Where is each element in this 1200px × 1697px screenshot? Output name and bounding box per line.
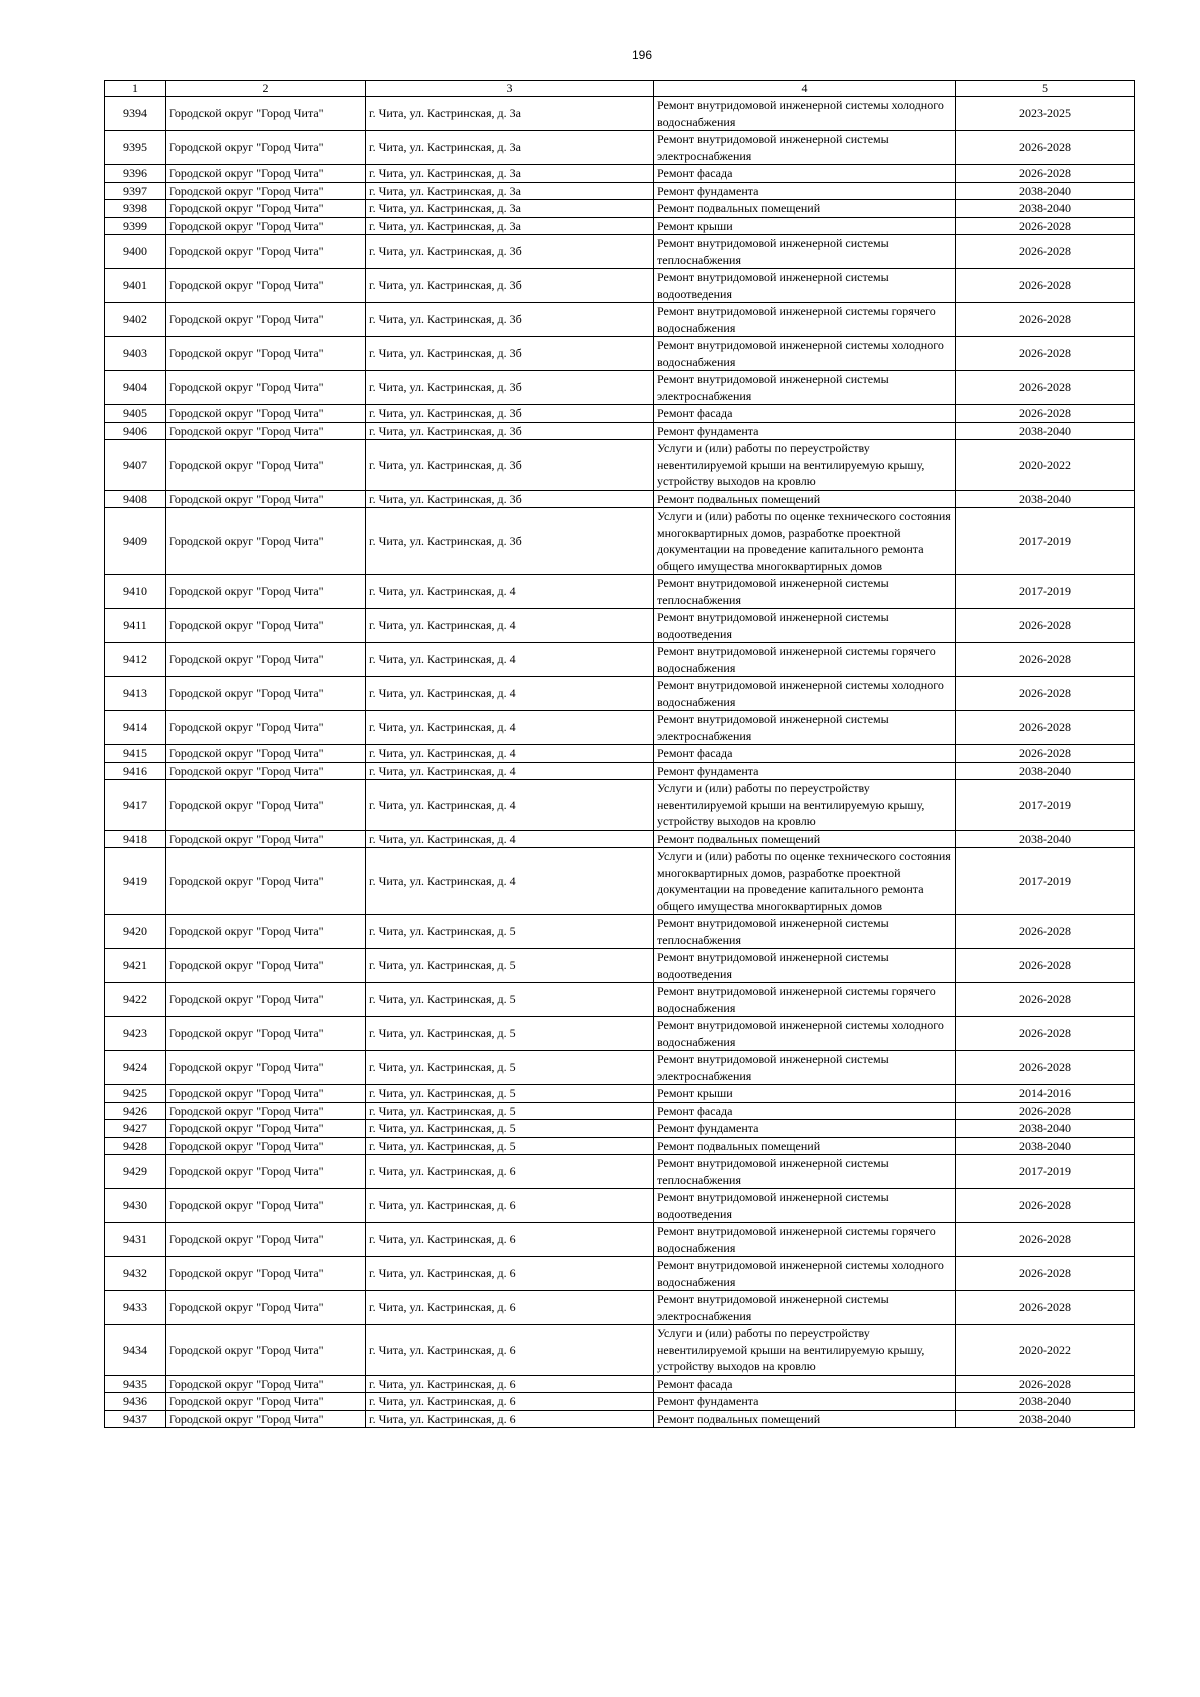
municipality-cell: Городской округ "Город Чита" <box>166 1155 366 1189</box>
row-number-cell: 9422 <box>105 983 166 1017</box>
address-cell: г. Чита, ул. Кастринская, д. 3а <box>366 182 654 200</box>
table-row <box>105 1137 1135 1155</box>
municipality-cell: Городской округ "Город Чита" <box>166 1393 366 1411</box>
municipality-cell: Городской округ "Город Чита" <box>166 165 366 183</box>
municipality-cell: Городской округ "Город Чита" <box>166 1051 366 1085</box>
row-number-cell: 9402 <box>105 303 166 337</box>
period-cell: 2023-2025 <box>956 97 1135 131</box>
row-number-cell: 9398 <box>105 200 166 218</box>
municipality-cell: Городской округ "Город Чита" <box>166 97 366 131</box>
municipality-cell: Городской округ "Город Чита" <box>166 780 366 831</box>
work-type-cell: Ремонт фундамента <box>654 422 956 440</box>
work-type-cell: Ремонт крыши <box>654 217 956 235</box>
municipality-cell: Городской округ "Город Чита" <box>166 830 366 848</box>
work-type-cell: Ремонт фасада <box>654 745 956 763</box>
address-cell: г. Чита, ул. Кастринская, д. 5 <box>366 1137 654 1155</box>
table-row <box>105 269 1135 303</box>
address-cell: г. Чита, ул. Кастринская, д. 6 <box>366 1155 654 1189</box>
address-cell: г. Чита, ул. Кастринская, д. 4 <box>366 830 654 848</box>
municipality-cell: Городской округ "Город Чита" <box>166 949 366 983</box>
table-row <box>105 440 1135 491</box>
table-row <box>105 371 1135 405</box>
municipality-cell: Городской округ "Город Чита" <box>166 1137 366 1155</box>
work-type-cell: Ремонт фасада <box>654 405 956 423</box>
municipality-cell: Городской округ "Город Чита" <box>166 422 366 440</box>
municipality-cell: Городской округ "Город Чита" <box>166 745 366 763</box>
table-row <box>105 1375 1135 1393</box>
work-type-cell: Ремонт внутридомовой инженерной системы горячего водоснабжения <box>654 643 956 677</box>
work-type-cell: Ремонт внутридомовой инженерной системы водоотведения <box>654 949 956 983</box>
row-number-cell: 9410 <box>105 575 166 609</box>
work-type-cell: Ремонт внутридомовой инженерной системы холодного водоснабжения <box>654 1017 956 1051</box>
municipality-cell: Городской округ "Город Чита" <box>166 1375 366 1393</box>
address-cell: г. Чита, ул. Кастринская, д. 5 <box>366 983 654 1017</box>
address-cell: г. Чита, ул. Кастринская, д. 6 <box>366 1410 654 1428</box>
municipality-cell: Городской округ "Город Чита" <box>166 131 366 165</box>
row-number-cell: 9397 <box>105 182 166 200</box>
address-cell: г. Чита, ул. Кастринская, д. 3б <box>366 405 654 423</box>
address-cell: г. Чита, ул. Кастринская, д. 4 <box>366 848 654 915</box>
table-row <box>105 165 1135 183</box>
period-cell: 2026-2028 <box>956 165 1135 183</box>
period-cell: 2038-2040 <box>956 830 1135 848</box>
period-cell: 2038-2040 <box>956 1120 1135 1138</box>
address-cell: г. Чита, ул. Кастринская, д. 3б <box>366 337 654 371</box>
table-row <box>105 1102 1135 1120</box>
table-row <box>105 182 1135 200</box>
municipality-cell: Городской округ "Город Чита" <box>166 1189 366 1223</box>
table-row <box>105 200 1135 218</box>
municipality-cell: Городской округ "Город Чита" <box>166 303 366 337</box>
address-cell: г. Чита, ул. Кастринская, д. 3б <box>366 508 654 575</box>
table-row <box>105 1120 1135 1138</box>
address-cell: г. Чита, ул. Кастринская, д. 6 <box>366 1223 654 1257</box>
municipality-cell: Городской округ "Город Чита" <box>166 609 366 643</box>
work-type-cell: Ремонт фундамента <box>654 182 956 200</box>
table-row <box>105 1410 1135 1428</box>
address-cell: г. Чита, ул. Кастринская, д. 4 <box>366 677 654 711</box>
column-header-2: 2 <box>166 81 366 97</box>
work-type-cell: Ремонт подвальных помещений <box>654 1137 956 1155</box>
table-row <box>105 1189 1135 1223</box>
work-type-cell: Услуги и (или) работы по оценке технического состояния многоквартирных домов, разработке проектной документации на проведение капитального ремонта общего имущества многоквартирных домов <box>654 508 956 575</box>
work-type-cell: Услуги и (или) работы по переустройству невентилируемой крыши на вентилируемую крышу, устройству выходов на кровлю <box>654 1325 956 1376</box>
row-number-cell: 9434 <box>105 1325 166 1376</box>
municipality-cell: Городской округ "Город Чита" <box>166 643 366 677</box>
municipality-cell: Городской округ "Город Чита" <box>166 762 366 780</box>
table-row <box>105 303 1135 337</box>
address-cell: г. Чита, ул. Кастринская, д. 4 <box>366 780 654 831</box>
table-row <box>105 337 1135 371</box>
period-cell: 2026-2028 <box>956 1257 1135 1291</box>
work-type-cell: Ремонт подвальных помещений <box>654 200 956 218</box>
table-row <box>105 405 1135 423</box>
period-cell: 2026-2028 <box>956 405 1135 423</box>
period-cell: 2026-2028 <box>956 643 1135 677</box>
municipality-cell: Городской округ "Город Чита" <box>166 1291 366 1325</box>
work-type-cell: Ремонт фундамента <box>654 1393 956 1411</box>
work-type-cell: Ремонт фундамента <box>654 1120 956 1138</box>
address-cell: г. Чита, ул. Кастринская, д. 5 <box>366 915 654 949</box>
table-row <box>105 643 1135 677</box>
period-cell: 2026-2028 <box>956 745 1135 763</box>
period-cell: 2026-2028 <box>956 1017 1135 1051</box>
table-row <box>105 422 1135 440</box>
period-cell: 2026-2028 <box>956 1051 1135 1085</box>
row-number-cell: 9420 <box>105 915 166 949</box>
row-number-cell: 9399 <box>105 217 166 235</box>
municipality-cell: Городской округ "Город Чита" <box>166 200 366 218</box>
row-number-cell: 9418 <box>105 830 166 848</box>
period-cell: 2014-2016 <box>956 1085 1135 1103</box>
row-number-cell: 9436 <box>105 1393 166 1411</box>
row-number-cell: 9404 <box>105 371 166 405</box>
period-cell: 2026-2028 <box>956 1375 1135 1393</box>
municipality-cell: Городской округ "Город Чита" <box>166 677 366 711</box>
municipality-cell: Городской округ "Город Чита" <box>166 1410 366 1428</box>
row-number-cell: 9417 <box>105 780 166 831</box>
table-row <box>105 1325 1135 1376</box>
period-cell: 2020-2022 <box>956 440 1135 491</box>
work-type-cell: Услуги и (или) работы по переустройству невентилируемой крыши на вентилируемую крышу, устройству выходов на кровлю <box>654 780 956 831</box>
row-number-cell: 9405 <box>105 405 166 423</box>
address-cell: г. Чита, ул. Кастринская, д. 5 <box>366 1102 654 1120</box>
municipality-cell: Городской округ "Город Чита" <box>166 235 366 269</box>
address-cell: г. Чита, ул. Кастринская, д. 4 <box>366 575 654 609</box>
municipality-cell: Городской округ "Город Чита" <box>166 1120 366 1138</box>
row-number-cell: 9421 <box>105 949 166 983</box>
work-type-cell: Ремонт внутридомовой инженерной системы теплоснабжения <box>654 575 956 609</box>
table-row <box>105 745 1135 763</box>
period-cell: 2038-2040 <box>956 182 1135 200</box>
row-number-cell: 9432 <box>105 1257 166 1291</box>
work-type-cell: Ремонт подвальных помещений <box>654 1410 956 1428</box>
row-number-cell: 9394 <box>105 97 166 131</box>
address-cell: г. Чита, ул. Кастринская, д. 4 <box>366 609 654 643</box>
work-type-cell: Ремонт внутридомовой инженерной системы электроснабжения <box>654 131 956 165</box>
work-type-cell: Ремонт внутридомовой инженерной системы электроснабжения <box>654 1051 956 1085</box>
table-row <box>105 1155 1135 1189</box>
municipality-cell: Городской округ "Город Чита" <box>166 490 366 508</box>
row-number-cell: 9409 <box>105 508 166 575</box>
period-cell: 2026-2028 <box>956 337 1135 371</box>
table-row <box>105 508 1135 575</box>
address-cell: г. Чита, ул. Кастринская, д. 6 <box>366 1189 654 1223</box>
period-cell: 2026-2028 <box>956 915 1135 949</box>
row-number-cell: 9433 <box>105 1291 166 1325</box>
period-cell: 2026-2028 <box>956 131 1135 165</box>
period-cell: 2017-2019 <box>956 508 1135 575</box>
table-header-row <box>105 81 1135 97</box>
address-cell: г. Чита, ул. Кастринская, д. 6 <box>366 1291 654 1325</box>
period-cell: 2038-2040 <box>956 1393 1135 1411</box>
address-cell: г. Чита, ул. Кастринская, д. 3а <box>366 97 654 131</box>
row-number-cell: 9395 <box>105 131 166 165</box>
table-row <box>105 848 1135 915</box>
register-table-body <box>105 81 1135 1428</box>
work-type-cell: Ремонт внутридомовой инженерной системы теплоснабжения <box>654 235 956 269</box>
row-number-cell: 9428 <box>105 1137 166 1155</box>
period-cell: 2017-2019 <box>956 848 1135 915</box>
table-row <box>105 677 1135 711</box>
table-row <box>105 609 1135 643</box>
table-row <box>105 1017 1135 1051</box>
row-number-cell: 9427 <box>105 1120 166 1138</box>
address-cell: г. Чита, ул. Кастринская, д. 3а <box>366 165 654 183</box>
work-type-cell: Ремонт внутридомовой инженерной системы водоотведения <box>654 269 956 303</box>
address-cell: г. Чита, ул. Кастринская, д. 3а <box>366 131 654 165</box>
municipality-cell: Городской округ "Город Чита" <box>166 217 366 235</box>
table-row <box>105 983 1135 1017</box>
address-cell: г. Чита, ул. Кастринская, д. 6 <box>366 1257 654 1291</box>
work-type-cell: Ремонт внутридомовой инженерной системы теплоснабжения <box>654 915 956 949</box>
work-type-cell: Ремонт внутридомовой инженерной системы водоотведения <box>654 609 956 643</box>
address-cell: г. Чита, ул. Кастринская, д. 3а <box>366 200 654 218</box>
address-cell: г. Чита, ул. Кастринская, д. 4 <box>366 643 654 677</box>
municipality-cell: Городской округ "Город Чита" <box>166 983 366 1017</box>
municipality-cell: Городской округ "Город Чита" <box>166 1257 366 1291</box>
row-number-cell: 9423 <box>105 1017 166 1051</box>
period-cell: 2038-2040 <box>956 762 1135 780</box>
address-cell: г. Чита, ул. Кастринская, д. 4 <box>366 711 654 745</box>
municipality-cell: Городской округ "Город Чита" <box>166 440 366 491</box>
period-cell: 2026-2028 <box>956 235 1135 269</box>
row-number-cell: 9426 <box>105 1102 166 1120</box>
work-type-cell: Ремонт внутридомовой инженерной системы электроснабжения <box>654 371 956 405</box>
register-table <box>104 80 1135 1428</box>
period-cell: 2026-2028 <box>956 1102 1135 1120</box>
work-type-cell: Ремонт фасада <box>654 1375 956 1393</box>
row-number-cell: 9406 <box>105 422 166 440</box>
address-cell: г. Чита, ул. Кастринская, д. 5 <box>366 1085 654 1103</box>
period-cell: 2026-2028 <box>956 677 1135 711</box>
period-cell: 2026-2028 <box>956 269 1135 303</box>
row-number-cell: 9437 <box>105 1410 166 1428</box>
table-row <box>105 235 1135 269</box>
period-cell: 2026-2028 <box>956 711 1135 745</box>
row-number-cell: 9400 <box>105 235 166 269</box>
row-number-cell: 9435 <box>105 1375 166 1393</box>
municipality-cell: Городской округ "Город Чита" <box>166 269 366 303</box>
row-number-cell: 9416 <box>105 762 166 780</box>
period-cell: 2026-2028 <box>956 609 1135 643</box>
municipality-cell: Городской округ "Город Чита" <box>166 1017 366 1051</box>
municipality-cell: Городской округ "Город Чита" <box>166 711 366 745</box>
row-number-cell: 9396 <box>105 165 166 183</box>
period-cell: 2026-2028 <box>956 217 1135 235</box>
work-type-cell: Ремонт внутридомовой инженерной системы холодного водоснабжения <box>654 97 956 131</box>
municipality-cell: Городской округ "Город Чита" <box>166 405 366 423</box>
period-cell: 2038-2040 <box>956 422 1135 440</box>
table-row <box>105 780 1135 831</box>
table-row <box>105 1257 1135 1291</box>
work-type-cell: Ремонт внутридомовой инженерной системы холодного водоснабжения <box>654 337 956 371</box>
work-type-cell: Ремонт внутридомовой инженерной системы электроснабжения <box>654 1291 956 1325</box>
address-cell: г. Чита, ул. Кастринская, д. 4 <box>366 762 654 780</box>
address-cell: г. Чита, ул. Кастринская, д. 3б <box>366 303 654 337</box>
table-row <box>105 217 1135 235</box>
period-cell: 2017-2019 <box>956 1155 1135 1189</box>
work-type-cell: Ремонт внутридомовой инженерной системы холодного водоснабжения <box>654 1257 956 1291</box>
work-type-cell: Ремонт внутридомовой инженерной системы горячего водоснабжения <box>654 303 956 337</box>
municipality-cell: Городской округ "Город Чита" <box>166 1102 366 1120</box>
municipality-cell: Городской округ "Город Чита" <box>166 1223 366 1257</box>
table-row <box>105 949 1135 983</box>
work-type-cell: Ремонт подвальных помещений <box>654 830 956 848</box>
municipality-cell: Городской округ "Город Чита" <box>166 848 366 915</box>
work-type-cell: Ремонт внутридомовой инженерной системы горячего водоснабжения <box>654 1223 956 1257</box>
municipality-cell: Городской округ "Город Чита" <box>166 575 366 609</box>
table-row <box>105 711 1135 745</box>
address-cell: г. Чита, ул. Кастринская, д. 3а <box>366 217 654 235</box>
table-row <box>105 1393 1135 1411</box>
municipality-cell: Городской округ "Город Чита" <box>166 337 366 371</box>
work-type-cell: Ремонт внутридомовой инженерной системы водоотведения <box>654 1189 956 1223</box>
period-cell: 2026-2028 <box>956 1223 1135 1257</box>
row-number-cell: 9403 <box>105 337 166 371</box>
municipality-cell: Городской округ "Город Чита" <box>166 915 366 949</box>
table-row <box>105 1223 1135 1257</box>
work-type-cell: Ремонт фасада <box>654 1102 956 1120</box>
period-cell: 2020-2022 <box>956 1325 1135 1376</box>
row-number-cell: 9424 <box>105 1051 166 1085</box>
work-type-cell: Ремонт внутридомовой инженерной системы горячего водоснабжения <box>654 983 956 1017</box>
table-row <box>105 762 1135 780</box>
row-number-cell: 9429 <box>105 1155 166 1189</box>
row-number-cell: 9411 <box>105 609 166 643</box>
period-cell: 2026-2028 <box>956 949 1135 983</box>
work-type-cell: Ремонт фундамента <box>654 762 956 780</box>
row-number-cell: 9419 <box>105 848 166 915</box>
row-number-cell: 9413 <box>105 677 166 711</box>
address-cell: г. Чита, ул. Кастринская, д. 5 <box>366 1120 654 1138</box>
address-cell: г. Чита, ул. Кастринская, д. 3б <box>366 269 654 303</box>
row-number-cell: 9414 <box>105 711 166 745</box>
row-number-cell: 9412 <box>105 643 166 677</box>
column-header-1: 1 <box>105 81 166 97</box>
table-row <box>105 1085 1135 1103</box>
period-cell: 2026-2028 <box>956 983 1135 1017</box>
table-row <box>105 490 1135 508</box>
period-cell: 2026-2028 <box>956 371 1135 405</box>
period-cell: 2038-2040 <box>956 200 1135 218</box>
period-cell: 2026-2028 <box>956 303 1135 337</box>
work-type-cell: Ремонт внутридомовой инженерной системы теплоснабжения <box>654 1155 956 1189</box>
period-cell: 2038-2040 <box>956 1137 1135 1155</box>
period-cell: 2038-2040 <box>956 490 1135 508</box>
work-type-cell: Ремонт крыши <box>654 1085 956 1103</box>
address-cell: г. Чита, ул. Кастринская, д. 3б <box>366 440 654 491</box>
municipality-cell: Городской округ "Город Чита" <box>166 1325 366 1376</box>
table-row <box>105 1051 1135 1085</box>
work-type-cell: Услуги и (или) работы по переустройству невентилируемой крыши на вентилируемую крышу, устройству выходов на кровлю <box>654 440 956 491</box>
table-row <box>105 131 1135 165</box>
address-cell: г. Чита, ул. Кастринская, д. 3б <box>366 422 654 440</box>
work-type-cell: Ремонт внутридомовой инженерной системы электроснабжения <box>654 711 956 745</box>
municipality-cell: Городской округ "Город Чита" <box>166 371 366 405</box>
address-cell: г. Чита, ул. Кастринская, д. 6 <box>366 1393 654 1411</box>
row-number-cell: 9431 <box>105 1223 166 1257</box>
table-row <box>105 830 1135 848</box>
row-number-cell: 9430 <box>105 1189 166 1223</box>
column-header-3: 3 <box>366 81 654 97</box>
period-cell: 2026-2028 <box>956 1291 1135 1325</box>
period-cell: 2017-2019 <box>956 780 1135 831</box>
address-cell: г. Чита, ул. Кастринская, д. 3б <box>366 371 654 405</box>
municipality-cell: Городской округ "Город Чита" <box>166 1085 366 1103</box>
table-row <box>105 575 1135 609</box>
municipality-cell: Городской округ "Город Чита" <box>166 508 366 575</box>
address-cell: г. Чита, ул. Кастринская, д. 5 <box>366 1017 654 1051</box>
address-cell: г. Чита, ул. Кастринская, д. 6 <box>366 1375 654 1393</box>
address-cell: г. Чита, ул. Кастринская, д. 3б <box>366 490 654 508</box>
column-header-5: 5 <box>956 81 1135 97</box>
table-row <box>105 1291 1135 1325</box>
row-number-cell: 9401 <box>105 269 166 303</box>
address-cell: г. Чита, ул. Кастринская, д. 5 <box>366 1051 654 1085</box>
address-cell: г. Чита, ул. Кастринская, д. 6 <box>366 1325 654 1376</box>
row-number-cell: 9407 <box>105 440 166 491</box>
column-header-4: 4 <box>654 81 956 97</box>
period-cell: 2038-2040 <box>956 1410 1135 1428</box>
work-type-cell: Ремонт подвальных помещений <box>654 490 956 508</box>
period-cell: 2017-2019 <box>956 575 1135 609</box>
row-number-cell: 9425 <box>105 1085 166 1103</box>
table-row <box>105 915 1135 949</box>
address-cell: г. Чита, ул. Кастринская, д. 5 <box>366 949 654 983</box>
work-type-cell: Услуги и (или) работы по оценке технического состояния многоквартирных домов, разработке проектной документации на проведение капитального ремонта общего имущества многоквартирных домов <box>654 848 956 915</box>
municipality-cell: Городской округ "Город Чита" <box>166 182 366 200</box>
address-cell: г. Чита, ул. Кастринская, д. 3б <box>366 235 654 269</box>
row-number-cell: 9415 <box>105 745 166 763</box>
row-number-cell: 9408 <box>105 490 166 508</box>
work-type-cell: Ремонт фасада <box>654 165 956 183</box>
period-cell: 2026-2028 <box>956 1189 1135 1223</box>
work-type-cell: Ремонт внутридомовой инженерной системы холодного водоснабжения <box>654 677 956 711</box>
page-number: 196 <box>631 48 653 62</box>
address-cell: г. Чита, ул. Кастринская, д. 4 <box>366 745 654 763</box>
table-row <box>105 97 1135 131</box>
